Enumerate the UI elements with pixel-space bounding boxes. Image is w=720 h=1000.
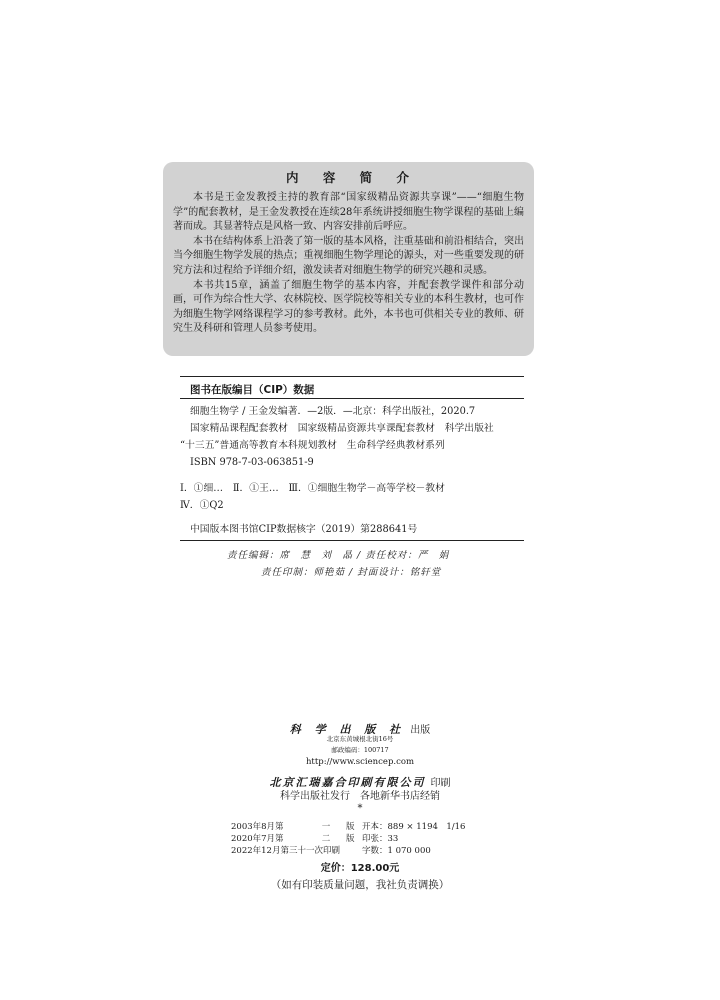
cip-line: 细胞生物学 / 王金发编著．—2版．—北京：科学出版社，2020.7 [190,406,476,417]
separator-star: * [357,803,363,814]
cip-top-rule [180,376,524,377]
cip-line: 国家精品课程配套教材 国家级精品资源共享课配套教材 科学出版社 [190,423,494,434]
cip-line: “十三五”普通高等教育本科规划教材 生命科学经典教材系列 [180,440,445,451]
print-row: 2003年8月第 一 版 开本：889 × 1194 1/16 [231,822,466,832]
credits-line-1: 责任编辑：席 慧 刘 晶 / 责任校对：严 娟 [227,550,450,561]
summary-paragraph-1: 本书是王金发教授主持的教育部“国家级精品资源共享课”——“细胞生物学”的配套教材，是王金发教授在连续28年系统讲授细胞生物学课程的基础上编著而成。其显著特点是风格一致、内容安排前后呼应。 [173,192,524,233]
printer-name: 北京汇瑞嘉合印刷有限公司 [269,776,426,789]
summary-paragraph-3: 本书共15章，涵盖了细胞生物学的基本内容，并配套教学课件和部分动画，可作为综合性大学、农林院校、医学院校等相关专业的本科生教材，也可作为细胞生物学网络课程学习的参考教材。此外，本书也可供相关专业的教师、研究生及科研和管理人员参考使用。 [173,279,524,335]
publisher-suffix: 出版 [410,725,431,736]
publisher-url: http://www.sciencep.com [305,757,415,767]
cip-line: Ⅳ．①Q2 [180,500,224,511]
publisher-postcode: 邮政编码：100717 [331,746,389,754]
price: 定价：128.00元 [320,863,400,874]
print-row: 2022年12月第三十一次印刷 字数：1 070 000 [231,846,431,856]
cip-heading: 图书在版编目（CIP）数据 [190,384,315,396]
publisher-name: 科 学 出 版 社 [289,723,406,736]
print-info [231,821,465,857]
cip-line: Ⅰ．①细… Ⅱ．①王… Ⅲ．①细胞生物学－高等学校－教材 [180,483,445,494]
quality-notice: （如有印装质量问题，我社负责调换） [270,879,450,891]
summary-title: 内 容 简 介 [285,170,420,185]
distribution-line: 科学出版社发行 各地新华书店经销 [280,791,440,802]
summary-box [163,162,534,356]
publisher-address: 北京东黄城根北街16号 [326,735,394,743]
cip-heading-rule [180,398,524,399]
cip-line: 中国版本图书馆CIP数据核字（2019）第288641号 [190,524,418,535]
cip-bottom-rule [180,540,524,541]
summary-paragraph-2: 本书在结构体系上沿袭了第一版的基本风格，注重基础和前沿相结合，突出当今细胞生物学发展的热点；重视细胞生物学理论的源头，对一些重要发现的研究方法和过程给予详细介绍，激发读者对细胞生物学的研究兴趣和灵感。 [173,235,524,276]
credits-line-2: 责任印制：师艳茹 / 封面设计：铭轩堂 [261,567,442,578]
printer-suffix: 印刷 [430,778,451,789]
cip-line: ISBN 978-7-03-063851-9 [190,457,314,468]
print-row: 2020年7月第 二 版 印张：33 [231,834,399,844]
